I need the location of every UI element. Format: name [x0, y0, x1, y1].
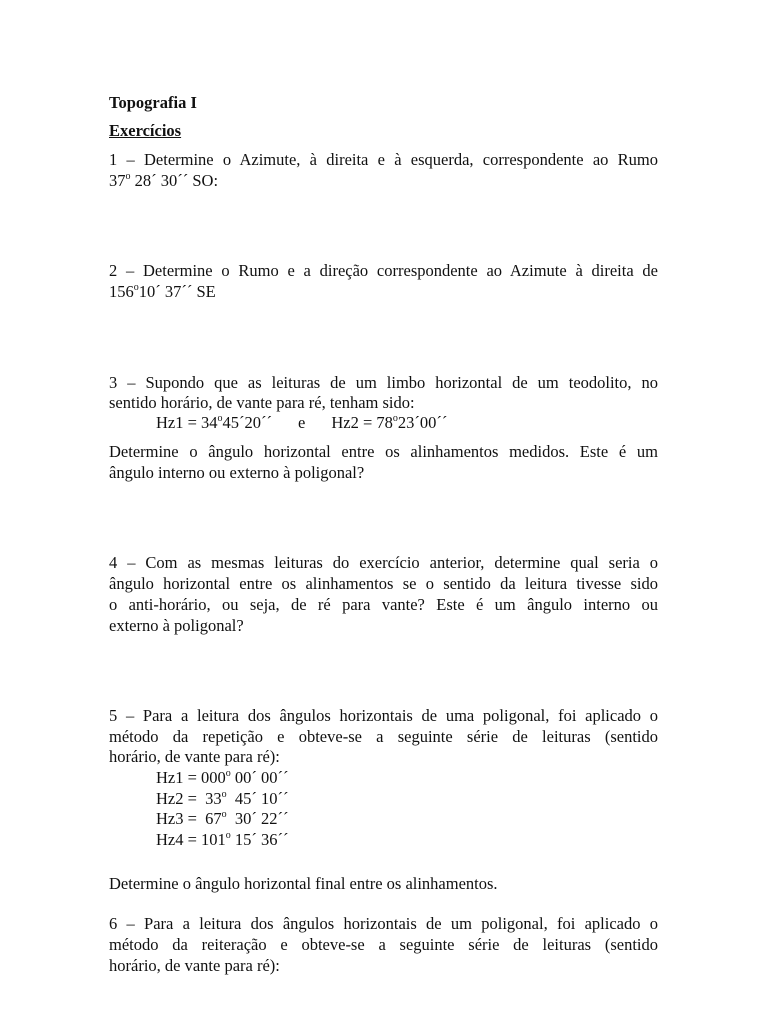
reading-value-pre: Hz3 = 67 — [156, 809, 222, 828]
reading-value-post: 00´ 00´´ — [230, 768, 289, 787]
hz2-value-pre: Hz2 = 78 — [331, 413, 393, 432]
exercise-3-line-1: 3 – Supondo que as leituras de um limbo horizontal de um teodolito, no — [109, 373, 658, 392]
document-subtitle: Exercícios — [109, 121, 182, 140]
exercise-3-line-2: sentido horário, de vante para ré, tenham sido: — [109, 393, 415, 412]
exercise-1-line-2 — [109, 170, 658, 191]
hz1-value-pre: Hz1 = 34 — [156, 413, 218, 432]
degree-symbol: o — [221, 789, 227, 800]
reading-value-post: 45´ 10´´ — [226, 789, 289, 808]
exercise-6-line-1: 6 – Para a leitura dos ângulos horizontais de um poligonal, foi aplicado o — [109, 914, 658, 933]
exercise-5-line-1: 5 – Para a leitura dos ângulos horizontais de uma poligonal, foi aplicado o — [109, 706, 658, 725]
exercise-1-line-1: 1 – Determine o Azimute, à direita e à esquerda, correspondente ao Rumo — [109, 150, 658, 169]
exercise-2-line-2 — [109, 281, 658, 302]
exercise-2-rest: 10´ 37´´ SE — [138, 282, 216, 301]
exercise-1-degrees: 37 — [109, 171, 126, 190]
reading-value-pre: Hz2 = 33 — [156, 789, 222, 808]
degree-symbol: o — [225, 768, 231, 779]
reading-hz2 — [156, 788, 705, 809]
reading-hz4 — [156, 829, 705, 850]
exercise-3-line-5: ângulo interno ou externo à poligonal? — [109, 463, 365, 482]
degree-symbol: o — [133, 282, 139, 293]
degree-symbol: o — [125, 171, 131, 182]
reading-value-post: 15´ 36´´ — [230, 830, 289, 849]
exercise-5-final: Determine o ângulo horizontal final entre os alinhamentos. — [109, 874, 498, 893]
hz1-value-post: 45´20´´ — [222, 413, 273, 432]
exercise-3-line-4: Determine o ângulo horizontal entre os alinhamentos medidos. Este é um — [109, 442, 658, 461]
exercise-6-line-3: horário, de vante para ré): — [109, 956, 280, 975]
degree-symbol: o — [217, 413, 223, 424]
exercise-2-degrees: 156 — [109, 282, 134, 301]
exercise-5-line-3: horário, de vante para ré): — [109, 747, 280, 766]
conjunction: e — [298, 413, 306, 432]
exercise-1-rest: 28´ 30´´ SO: — [130, 171, 219, 190]
exercise-6-line-2: método da reiteração e obteve-se a seguinte série de leituras (sentido — [109, 935, 658, 954]
exercise-4-line-3: o anti-horário, ou seja, de ré para vante? Este é um ângulo interno ou — [109, 595, 658, 614]
degree-symbol: o — [221, 809, 227, 820]
reading-value-pre: Hz1 = 000 — [156, 768, 226, 787]
exercise-3-readings — [156, 412, 705, 433]
hz2-value-post: 23´00´´ — [397, 413, 448, 432]
exercise-4-line-2: ângulo horizontal entre os alinhamentos se o sentido da leitura tivesse sido — [109, 574, 658, 593]
exercise-2-line-1: 2 – Determine o Rumo e a direção correspondente ao Azimute à direita de — [109, 261, 658, 280]
reading-value-pre: Hz4 = 101 — [156, 830, 226, 849]
exercise-4-line-1: 4 – Com as mesmas leituras do exercício anterior, determine qual seria o — [109, 553, 658, 572]
degree-symbol: o — [392, 413, 398, 424]
reading-hz1 — [156, 767, 705, 788]
exercise-5-line-2: método da repetição e obteve-se a seguinte série de leituras (sentido — [109, 727, 658, 746]
degree-symbol: o — [225, 830, 231, 841]
document-title: Topografia I — [109, 93, 197, 112]
exercise-4-line-4: externo à poligonal? — [109, 616, 244, 635]
reading-value-post: 30´ 22´´ — [226, 809, 289, 828]
reading-hz3 — [156, 808, 705, 829]
